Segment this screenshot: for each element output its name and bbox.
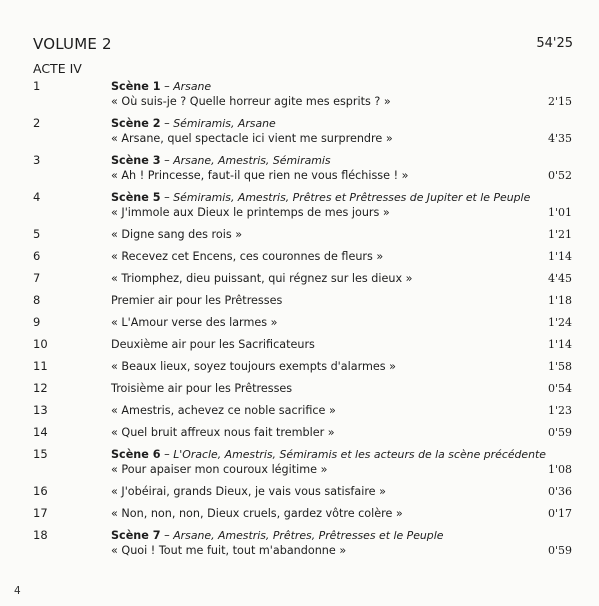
track-description (111, 403, 541, 418)
track-title: « Digne sang des rois » (111, 228, 243, 241)
track-duration: 1'14 (547, 250, 572, 263)
track-row (0, 249, 599, 271)
volume-title: VOLUME 2 (33, 35, 112, 53)
track-number: 7 (33, 271, 41, 285)
track-row (0, 447, 599, 484)
track-description (111, 153, 541, 183)
scene-characters: Arsane, Amestris, Prêtres, Prêtresses et le Peuple (173, 529, 444, 542)
track-row (0, 315, 599, 337)
track-duration: 0'59 (547, 426, 572, 439)
scene-label: Scène 6 (111, 448, 161, 461)
track-title: « Non, non, non, Dieux cruels, gardez vôtre colère » (111, 507, 403, 520)
track-row (0, 381, 599, 403)
track-duration: 0'52 (547, 169, 572, 182)
track-title: « Ah ! Princesse, faut-il que rien ne vous fléchisse ! » (111, 169, 409, 182)
scene-label: Scène 2 (111, 117, 161, 130)
track-duration: 4'35 (547, 132, 572, 145)
track-duration: 0'36 (547, 485, 572, 498)
track-number: 9 (33, 315, 41, 329)
track-description (111, 359, 541, 374)
scene-characters: L'Oracle, Amestris, Sémiramis et les acteurs de la scène précédente (173, 448, 546, 461)
track-duration: 1'14 (547, 338, 572, 351)
track-row (0, 153, 599, 190)
track-title: Premier air pour les Prêtresses (111, 294, 283, 307)
track-description (111, 425, 541, 440)
track-title: « Quoi ! Tout me fuit, tout m'abandonne » (111, 544, 347, 557)
track-duration: 1'08 (547, 463, 572, 476)
page-number: 4 (14, 585, 21, 597)
scene-heading (111, 190, 541, 205)
track-row (0, 506, 599, 528)
track-duration: 4'45 (547, 272, 572, 285)
track-title: « Arsane, quel spectacle ici vient me surprendre » (111, 132, 393, 145)
track-number: 8 (33, 293, 41, 307)
track-number: 15 (33, 447, 48, 461)
track-number: 14 (33, 425, 48, 439)
track-duration: 1'23 (547, 404, 572, 417)
scene-label: Scène 3 (111, 154, 161, 167)
track-number: 5 (33, 227, 41, 241)
act-title: ACTE IV (33, 61, 82, 76)
track-description (111, 249, 541, 264)
track-number: 2 (33, 116, 41, 130)
track-title: « L'Amour verse des larmes » (111, 316, 278, 329)
track-number: 11 (33, 359, 48, 373)
track-duration: 1'24 (547, 316, 572, 329)
volume-duration: 54'25 (536, 36, 573, 51)
track-title: « Recevez cet Encens, ces couronnes de fleurs » (111, 250, 384, 263)
track-number: 6 (33, 249, 41, 263)
track-title: « Pour apaiser mon couroux légitime » (111, 463, 328, 476)
scene-heading (111, 528, 541, 543)
track-title: « Beaux lieux, soyez toujours exempts d'alarmes » (111, 360, 396, 373)
track-title: « J'obéirai, grands Dieux, je vais vous satisfaire » (111, 485, 386, 498)
track-description (111, 447, 546, 477)
track-number: 13 (33, 403, 48, 417)
track-description (111, 116, 541, 146)
track-number: 1 (33, 79, 41, 93)
track-row (0, 359, 599, 381)
track-description (111, 484, 541, 499)
scene-heading (111, 153, 541, 168)
scene-heading (111, 447, 546, 462)
track-description (111, 293, 541, 308)
track-title: Troisième air pour les Prêtresses (111, 382, 293, 395)
scene-separator: – (160, 448, 174, 461)
track-row (0, 227, 599, 249)
track-duration: 0'54 (547, 382, 572, 395)
track-duration: 1'18 (547, 294, 572, 307)
scene-heading (111, 79, 541, 94)
track-row (0, 425, 599, 447)
track-title: « Quel bruit affreux nous fait trembler » (111, 426, 335, 439)
track-number: 3 (33, 153, 41, 167)
scene-characters: Sémiramis, Amestris, Prêtres et Prêtresses de Jupiter et le Peuple (173, 191, 531, 204)
track-list (0, 79, 599, 565)
scene-heading (111, 116, 541, 131)
track-description (111, 271, 541, 286)
track-number: 17 (33, 506, 48, 520)
track-row (0, 528, 599, 565)
scene-separator: – (160, 80, 174, 93)
track-number: 4 (33, 190, 41, 204)
scene-separator: – (160, 529, 174, 542)
scene-label: Scène 7 (111, 529, 161, 542)
scene-separator: – (160, 117, 174, 130)
scene-characters: Arsane (173, 80, 212, 93)
track-title: « J'immole aux Dieux le printemps de mes jours » (111, 206, 390, 219)
track-duration: 2'15 (547, 95, 572, 108)
scene-characters: Arsane, Amestris, Sémiramis (173, 154, 331, 167)
track-row (0, 403, 599, 425)
track-number: 16 (33, 484, 48, 498)
track-description (111, 227, 541, 242)
track-row (0, 484, 599, 506)
scene-characters: Sémiramis, Arsane (173, 117, 276, 130)
track-number: 12 (33, 381, 48, 395)
track-duration: 0'59 (547, 544, 572, 557)
track-description (111, 528, 541, 558)
track-title: « Triomphez, dieu puissant, qui régnez sur les dieux » (111, 272, 413, 285)
track-row (0, 293, 599, 315)
track-title: « Où suis-je ? Quelle horreur agite mes esprits ? » (111, 95, 391, 108)
track-description (111, 79, 541, 109)
track-row (0, 79, 599, 116)
track-duration: 1'21 (547, 228, 572, 241)
scene-label: Scène 5 (111, 191, 161, 204)
track-title: Deuxième air pour les Sacrificateurs (111, 338, 315, 351)
track-row (0, 116, 599, 153)
track-duration: 1'58 (547, 360, 572, 373)
track-duration: 0'17 (547, 507, 572, 520)
track-description (111, 315, 541, 330)
track-description (111, 506, 541, 521)
track-description (111, 337, 541, 352)
scene-separator: – (160, 191, 174, 204)
track-row (0, 271, 599, 293)
track-number: 10 (33, 337, 48, 351)
track-description (111, 381, 541, 396)
track-row (0, 190, 599, 227)
track-number: 18 (33, 528, 48, 542)
track-duration: 1'01 (547, 206, 572, 219)
track-title: « Amestris, achevez ce noble sacrifice » (111, 404, 336, 417)
scene-label: Scène 1 (111, 80, 161, 93)
track-description (111, 190, 541, 220)
scene-separator: – (160, 154, 174, 167)
track-row (0, 337, 599, 359)
